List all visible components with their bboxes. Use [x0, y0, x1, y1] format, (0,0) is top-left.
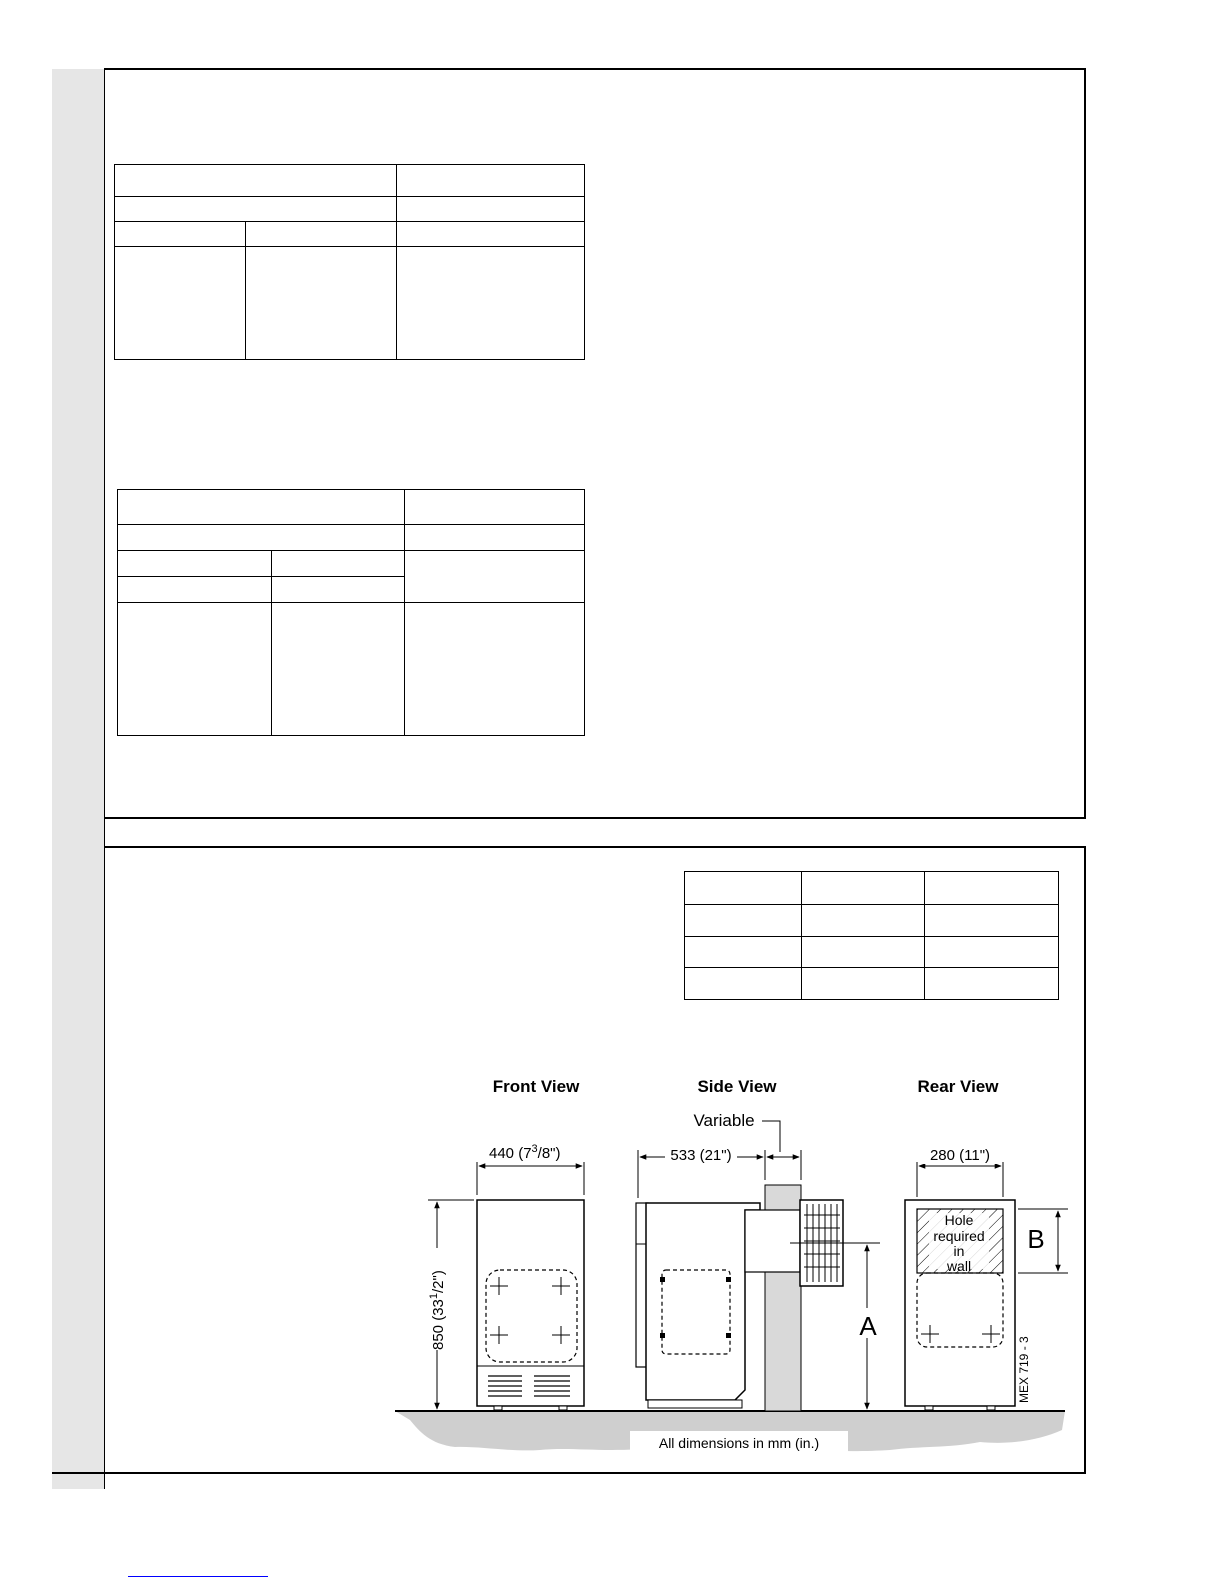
dimension-a-label: A: [859, 1311, 877, 1341]
front-width-label: 440 $(7^3/8")$: [489, 1143, 561, 1162]
footer-link-underline[interactable]: [128, 1576, 268, 1577]
hole-label-line3: in: [953, 1243, 965, 1259]
hole-label-line2: required: [933, 1228, 985, 1244]
front-height-label: 850 $(33^1/2")$: [428, 1270, 447, 1350]
side-depth-label: 533 (21"): [670, 1147, 732, 1164]
front-view: [428, 1140, 584, 1410]
rear-view-title: Rear View: [917, 1077, 999, 1096]
hole-label-line1: Hole: [944, 1212, 974, 1228]
rear-width-label: 280 (11"): [929, 1147, 991, 1164]
drawing-reference-code: MEX 719 - 3: [1017, 1336, 1031, 1403]
rear-view: [905, 1144, 1068, 1410]
side-view-title: Side View: [697, 1077, 777, 1096]
hole-label-line4: wall: [946, 1258, 972, 1274]
dimension-b-label: B: [1027, 1224, 1045, 1254]
front-view-title: Front View: [492, 1077, 580, 1096]
side-view: [636, 1111, 880, 1411]
units-note: All dimensions in mm (in.): [658, 1435, 820, 1451]
variable-label: Variable: [693, 1111, 755, 1130]
